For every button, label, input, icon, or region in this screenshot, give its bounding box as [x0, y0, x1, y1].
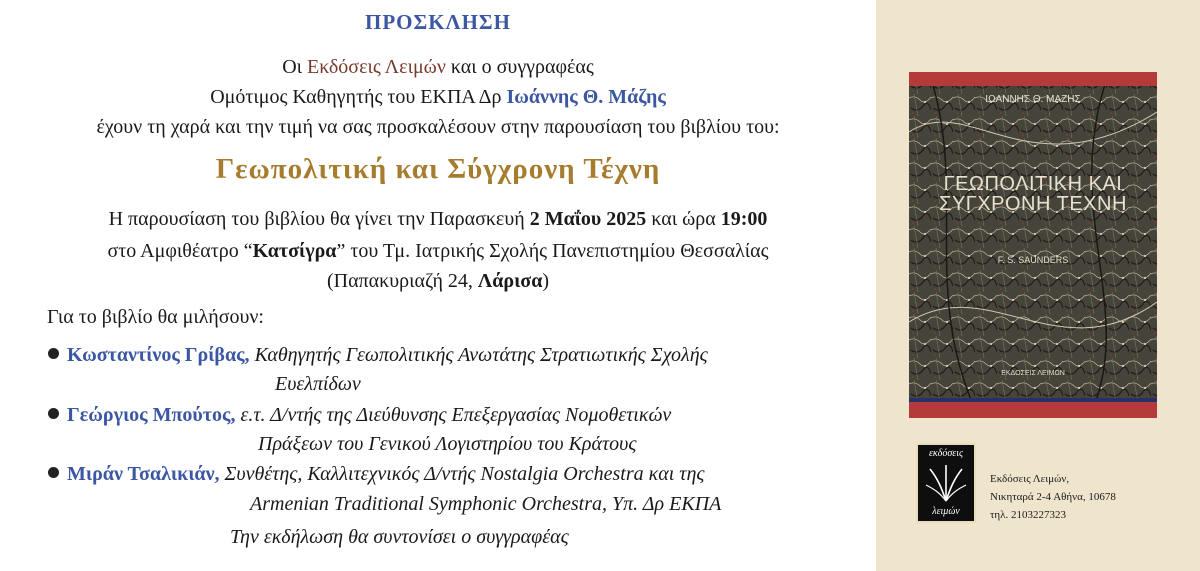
grass-icon — [918, 463, 974, 503]
speaker-desc-continued: Ευελπίδων — [275, 373, 361, 395]
speaker-name: Κωσταντίνος Γρίβας, — [67, 344, 250, 366]
venue-name: Κατσίγρα — [252, 240, 337, 262]
event-date: 2 Μαΐου 2025 — [529, 208, 647, 230]
speaker-item — [48, 404, 671, 427]
event-date-line: Η παρουσίαση του βιβλίου θα γίνει την Παρασκευή 2 Μαΐου 2025 και ώρα 19:00 — [108, 208, 768, 230]
coordinator-line: Την εκδήλωση θα συντονίσει ο συγγραφέας — [230, 526, 569, 548]
publisher-info-phone: τηλ. 2103227323 — [990, 509, 1067, 521]
event-venue-line: στο Αμφιθέατρο “Κατσίγρα” του Τμ. Ιατρικής Σχολής Πανεπιστημίου Θεσσαλίας — [107, 240, 769, 262]
speaker-name: Μιράν Τσαλικιάν, — [67, 463, 220, 485]
intro-line-2: Ομότιμος Καθηγητής του ΕΚΠΑ Δρ Ιωάννης Θ. Μάζης — [210, 86, 666, 108]
side-panel — [876, 0, 1200, 571]
publisher-info-name: Εκδόσεις Λειμών, — [990, 473, 1070, 485]
speaker-desc-continued: Πράξεων του Γενικού Λογιστηρίου του Κράτους — [258, 433, 637, 455]
speaker-item — [48, 463, 705, 486]
speaker-desc: Συνθέτης, Καλλιτεχνικός Δ/ντής Nostalgia Orchestra και της — [219, 463, 705, 485]
speaker-desc: Καθηγητής Γεωπολιτικής Ανωτάτης Στρατιωτικής Σχολής — [249, 344, 708, 366]
speaker-item — [48, 344, 708, 367]
cover-top-band — [909, 72, 1157, 86]
intro-line-1: Οι Εκδόσεις Λειμών και ο συγγραφέας — [282, 56, 594, 78]
book-title: Γεωπολιτική και Σύγχρονη Τέχνη — [215, 153, 661, 185]
speaker-desc: ε.τ. Δ/ντής της Διεύθυνσης Επεξεργασίας Νομοθετικών — [235, 404, 672, 426]
author-name: Ιωάννης Θ. Μάζης — [506, 86, 666, 108]
cover-publisher: ΕΚΔΟΣΕΙΣ ΛΕΙΜΩΝ — [1001, 370, 1065, 377]
bullet-icon — [48, 348, 59, 359]
speakers-intro: Για το βιβλίο θα μιλήσουν: — [47, 306, 264, 328]
bullet-icon — [48, 467, 59, 478]
cover-subtitle-author: F. S. SAUNDERS — [997, 255, 1069, 265]
cover-title: ΓΕΩΠΟΛΙΤΙΚΗ ΚΑΙ ΣΥΓΧΡΟΝΗ ΤΕΧΝΗ — [939, 173, 1127, 215]
publisher-name: Εκδόσεις Λειμών — [307, 56, 446, 78]
cover-bottom-band — [909, 398, 1157, 418]
intro-line-3: έχουν τη χαρά και την τιμή να σας προσκαλέσουν στην παρουσίαση του βιβλίου του: — [96, 116, 780, 138]
bullet-icon — [48, 408, 59, 419]
event-address-line: (Παπακυριαζή 24, Λάρισα) — [326, 270, 550, 292]
city-name: Λάρισα — [477, 270, 543, 292]
cover-painting — [909, 72, 1157, 418]
speaker-desc-continued: Armenian Traditional Symphonic Orchestra, Υπ. Δρ ΕΚΠΑ — [250, 493, 722, 515]
cover-author: ΙΩΑΝΝΗΣ Θ. ΜΑΖΗΣ — [985, 94, 1081, 105]
publisher-logo: εκδόσεις λειμών — [916, 443, 976, 523]
publisher-info-address: Νικηταρά 2-4 Αθήνα, 10678 — [990, 491, 1116, 503]
event-time: 19:00 — [720, 208, 768, 230]
book-cover-image — [909, 72, 1157, 418]
invitation-heading: ΠΡΟΣΚΛΗΣΗ — [364, 10, 511, 34]
speaker-name: Γεώργιος Μπούτος, — [67, 404, 236, 426]
